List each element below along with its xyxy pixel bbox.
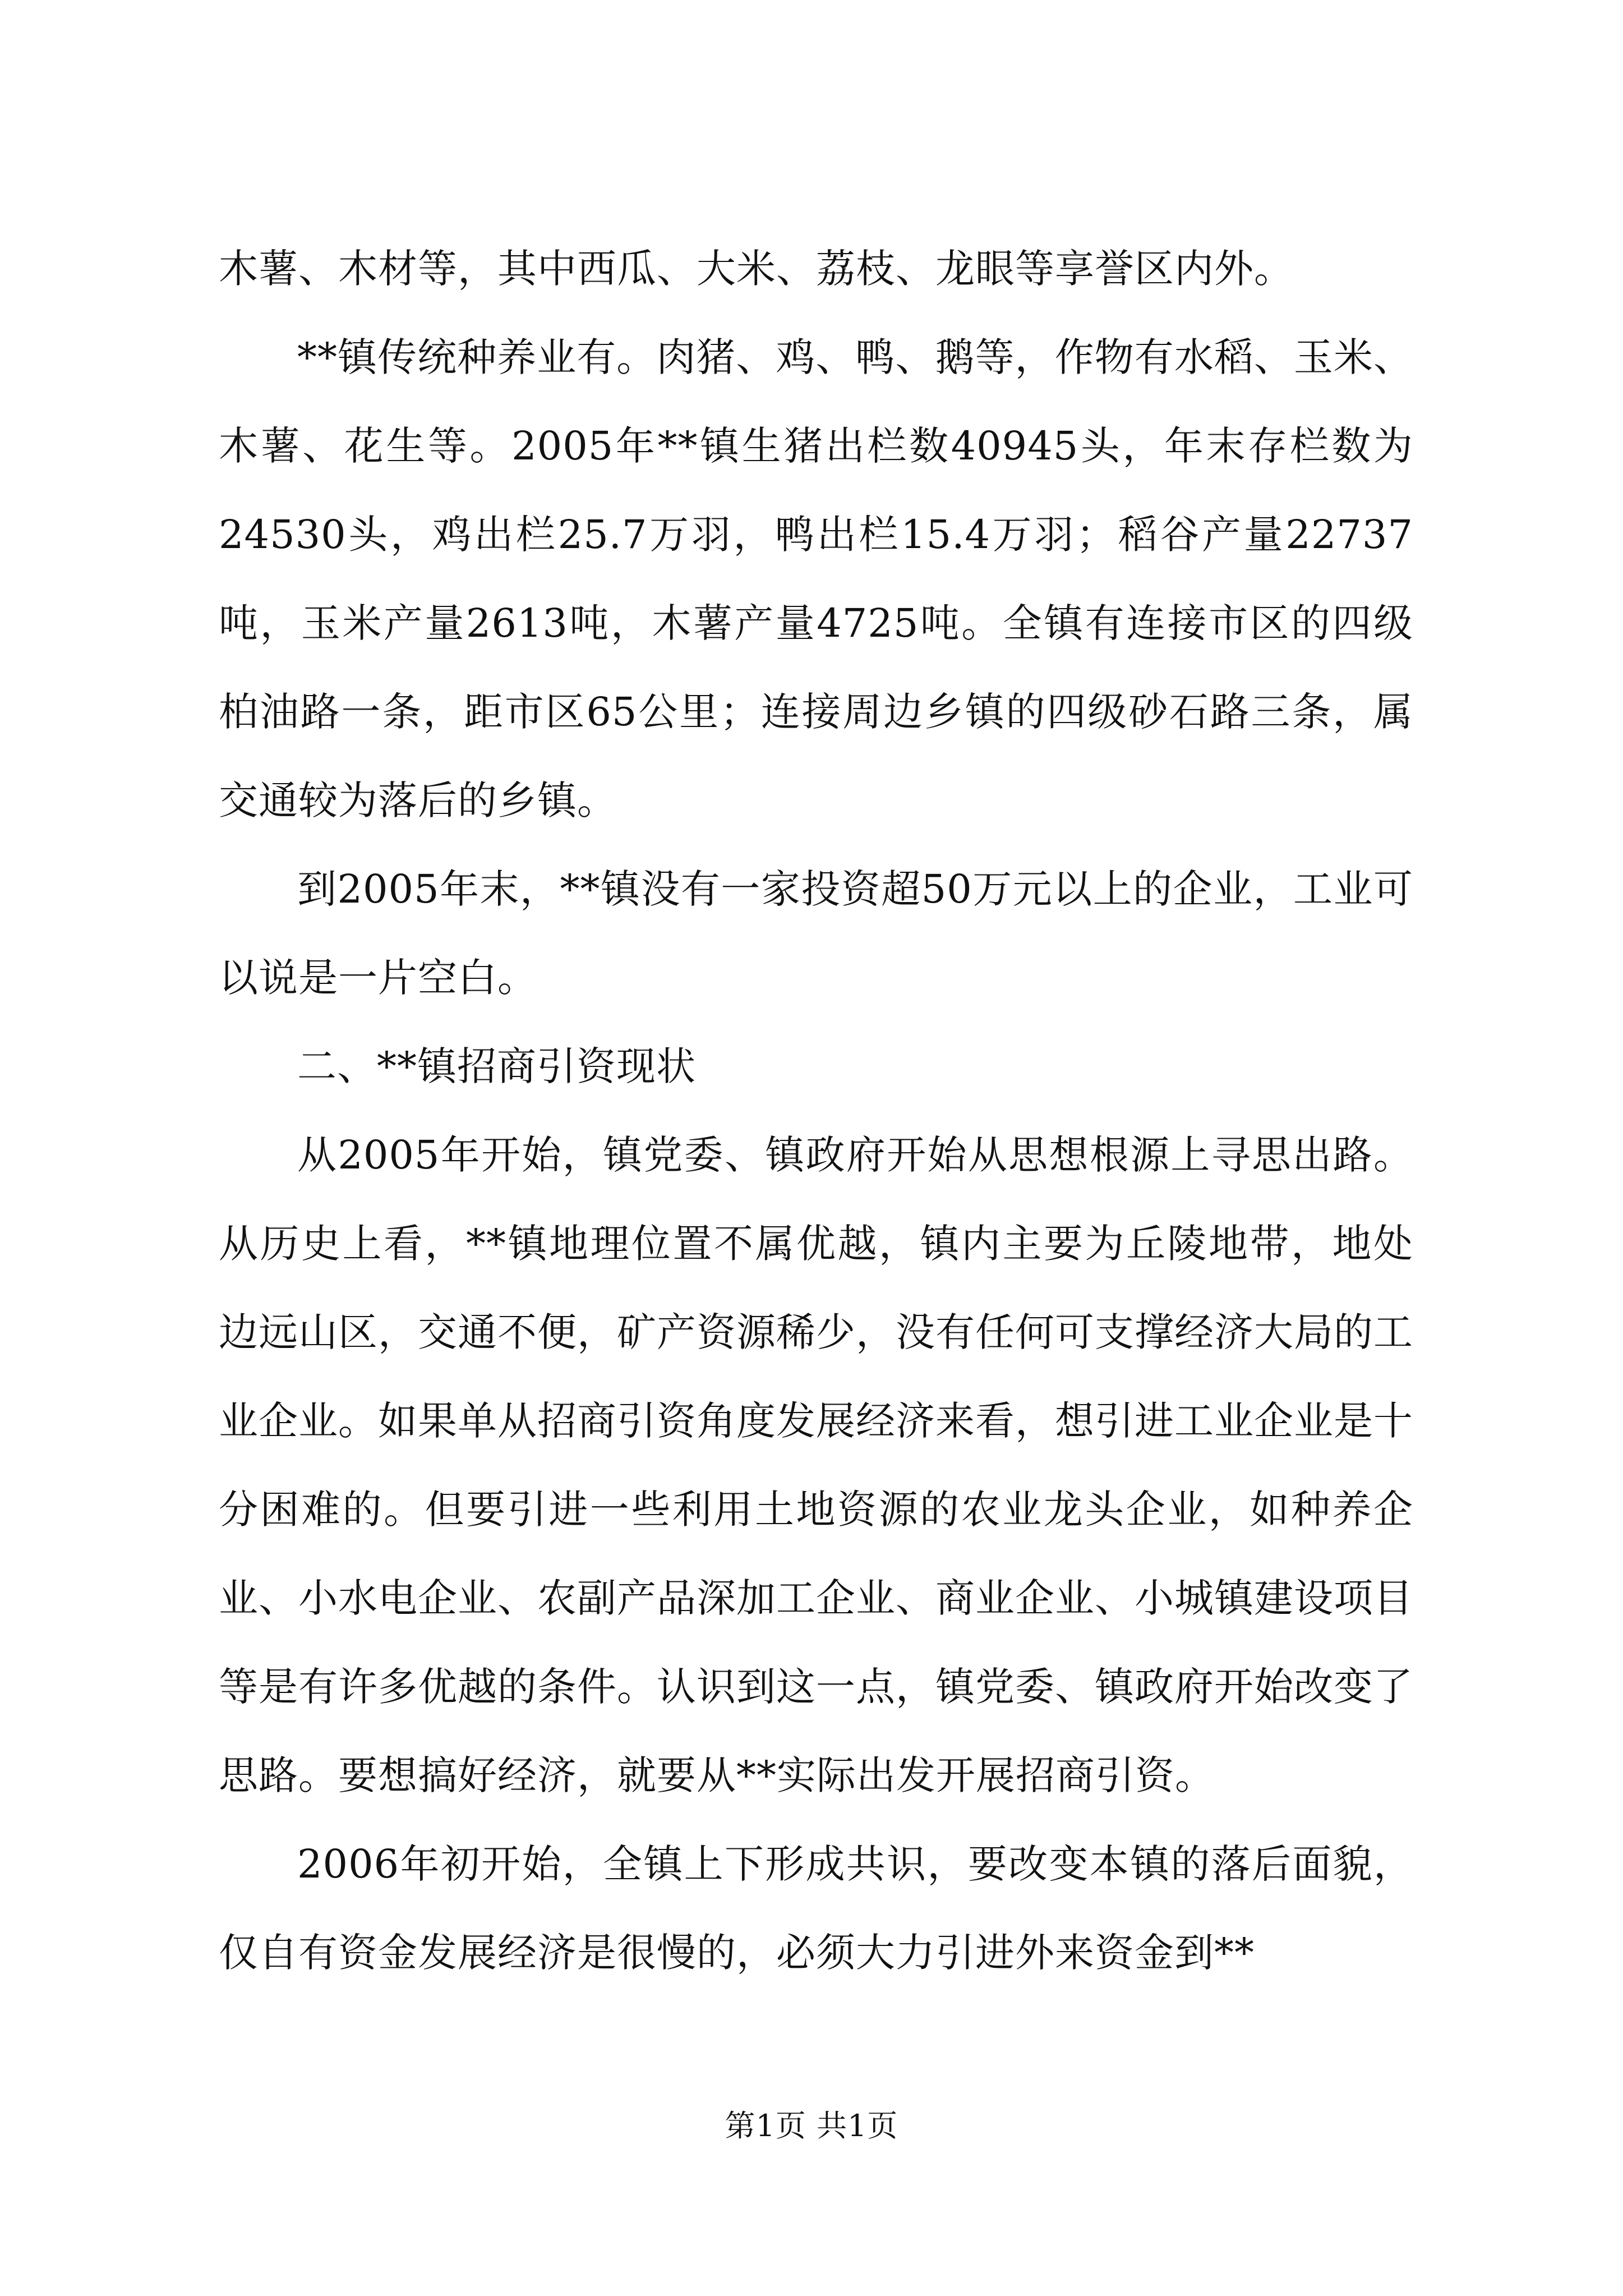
section-heading: 二、**镇招商引资现状 (297, 1043, 696, 1089)
document-body (219, 224, 1413, 1997)
paragraph-farming: **镇传统种养业有。肉猪、鸡、鸭、鹅等，作物有水稻、玉米、木薯、花生等。2005年**镇生猪出栏数40945头，年末存栏数为24530头，鸡出栏25.7万羽，鸭出栏15.4万羽；稻谷产量22737吨，玉米产量2613吨，木薯产量4725吨。全镇有连接市区的四级柏油路一条，距市区65公里；连接周边乡镇的四级砂石路三条，属交通较为落后的乡镇。 (219, 334, 1413, 823)
paragraph-industry: 到2005年末，**镇没有一家投资超50万元以上的企业，工业可以说是一片空白。 (219, 866, 1413, 1001)
paragraph-2006: 2006年初开始，全镇上下形成共识，要改变本镇的落后面貌，仅自有资金发展经济是很慢的，必须大力引进外来资金到** (219, 1841, 1413, 1976)
paragraph-continuation: 木薯、木材等，其中西瓜、大米、荔枝、龙眼等享誉区内外。 (219, 246, 1294, 292)
page-footer: 第1页 共1页 (725, 2108, 898, 2143)
paragraph-investment-status: 从2005年开始，镇党委、镇政府开始从思想根源上寻思出路。从历史上看，**镇地理位置不属优越，镇内主要为丘陵地带，地处边远山区，交通不便，矿产资源稀少，没有任何可支撑经济大局的工业企业。如果单从招商引资角度发展经济来看，想引进工业企业是十分困难的。但要引进一些利用土地资源的农业龙头企业，如种养企业、小水电企业、农副产品深加工企业、商业企业、小城镇建设项目等是有许多优越的条件。认识到这一点，镇党委、镇政府开始改变了思路。要想搞好经济，就要从**实际出发开展招商引资。 (219, 1132, 1413, 1798)
